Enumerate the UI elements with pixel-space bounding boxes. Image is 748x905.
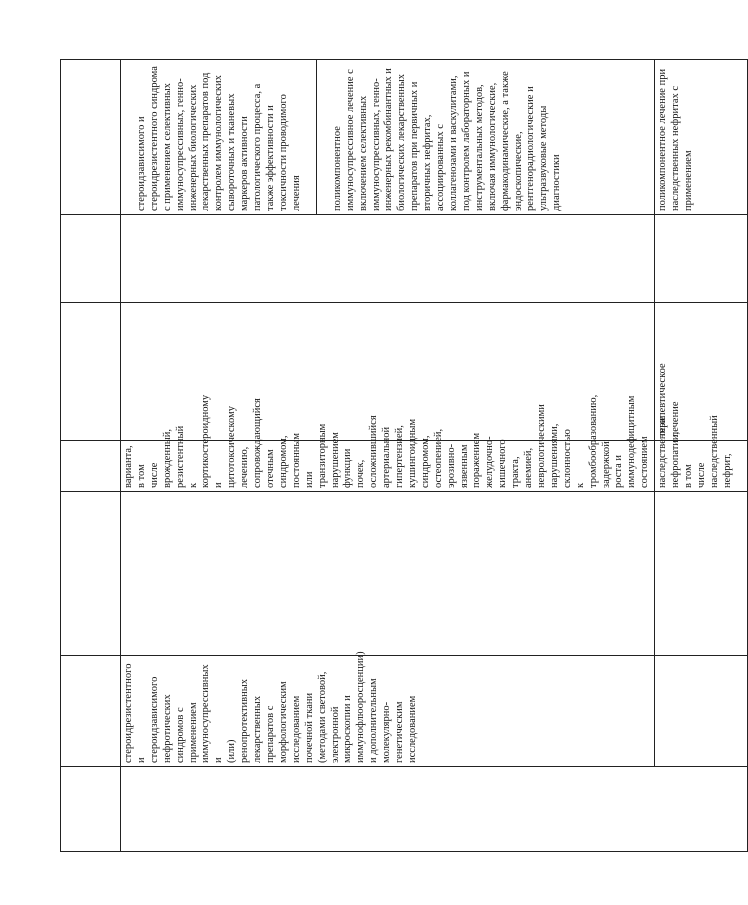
table-row <box>61 60 121 852</box>
table-cell <box>61 441 121 492</box>
table-cell <box>121 767 748 852</box>
rotated-table-container <box>60 60 733 852</box>
table-cell <box>655 656 748 767</box>
table-cell <box>61 303 121 441</box>
table-cell <box>61 60 121 215</box>
treatment-method-cell: стероидрезистентного и стероидзависимого нефротических синдромов с применением иммуносупрессивных и (или) ренопротективных лекарственных препаратов с морфологическим исследованием почечной ткани (методами световой, электронной микроскопии и иммунофлюоросценции) и дополнительным молекулярно- генетическим исследованием <box>121 656 655 767</box>
diagnosis-cell: варианта, в том числе врожденный, резистентный к кортикостероидному и цитотоксическому лечению, сопровождающийся отечным синдромом, постоянным или транзиторным нарушением функции почек, осложнившийся артериальной гипертензией, кушингоидным синдромом, остеопенией, эрозивно- язвенным поражением желудочно-кишечного тракта, анемией, неврологическими нарушениями, склонностью к тромбообразованию, задержкой роста и иммунодефицитным состоянием <box>121 441 655 492</box>
treatment-cell: поликомпонентное лечение при наследственных нефритах с применением <box>655 60 748 215</box>
table-cell <box>61 492 121 656</box>
table-cell <box>655 215 748 303</box>
table-cell <box>61 656 121 767</box>
table-cell <box>61 767 121 852</box>
table-cell <box>121 492 655 656</box>
treatment-cell-lower: поликомпонентное иммуносупрессивное лечение с включением селективных иммуносупрессивных, генно- инженерных рекомбинантных и биологических лекарственных препаратов при первичных и вторичных нефритах, ассоциированных с коллагенозами и васкулитами, под контролем лабораторных и инструментальных методов, включая иммунологические, фармакодинамические, а также эндоскопические, рентгенорадиологические и ультразвуковые методы диагностики <box>331 68 563 211</box>
treatment-type-cell: терапевтическое лечение <box>655 303 748 441</box>
table-cell <box>61 215 121 303</box>
table-cell <box>655 492 748 656</box>
table-row <box>655 60 748 852</box>
table-cell <box>121 60 655 215</box>
table-cell <box>121 215 655 303</box>
medical-care-table <box>60 59 748 852</box>
treatment-cell-upper: стероидзависимого и стероидрезистентного синдрома с применением селективных иммуносупрессивных, генно- инженерных биологических лекарственных препаратов под контролем иммунологических сывороточных и тканевых маркеров активности патологического процесса, а также эффективности и токсичности проводимого лечения <box>134 60 317 214</box>
diagnosis-cell: наследственные нефропатии, в том числе наследственный нефрит, <box>655 441 748 492</box>
table-row <box>121 60 655 852</box>
